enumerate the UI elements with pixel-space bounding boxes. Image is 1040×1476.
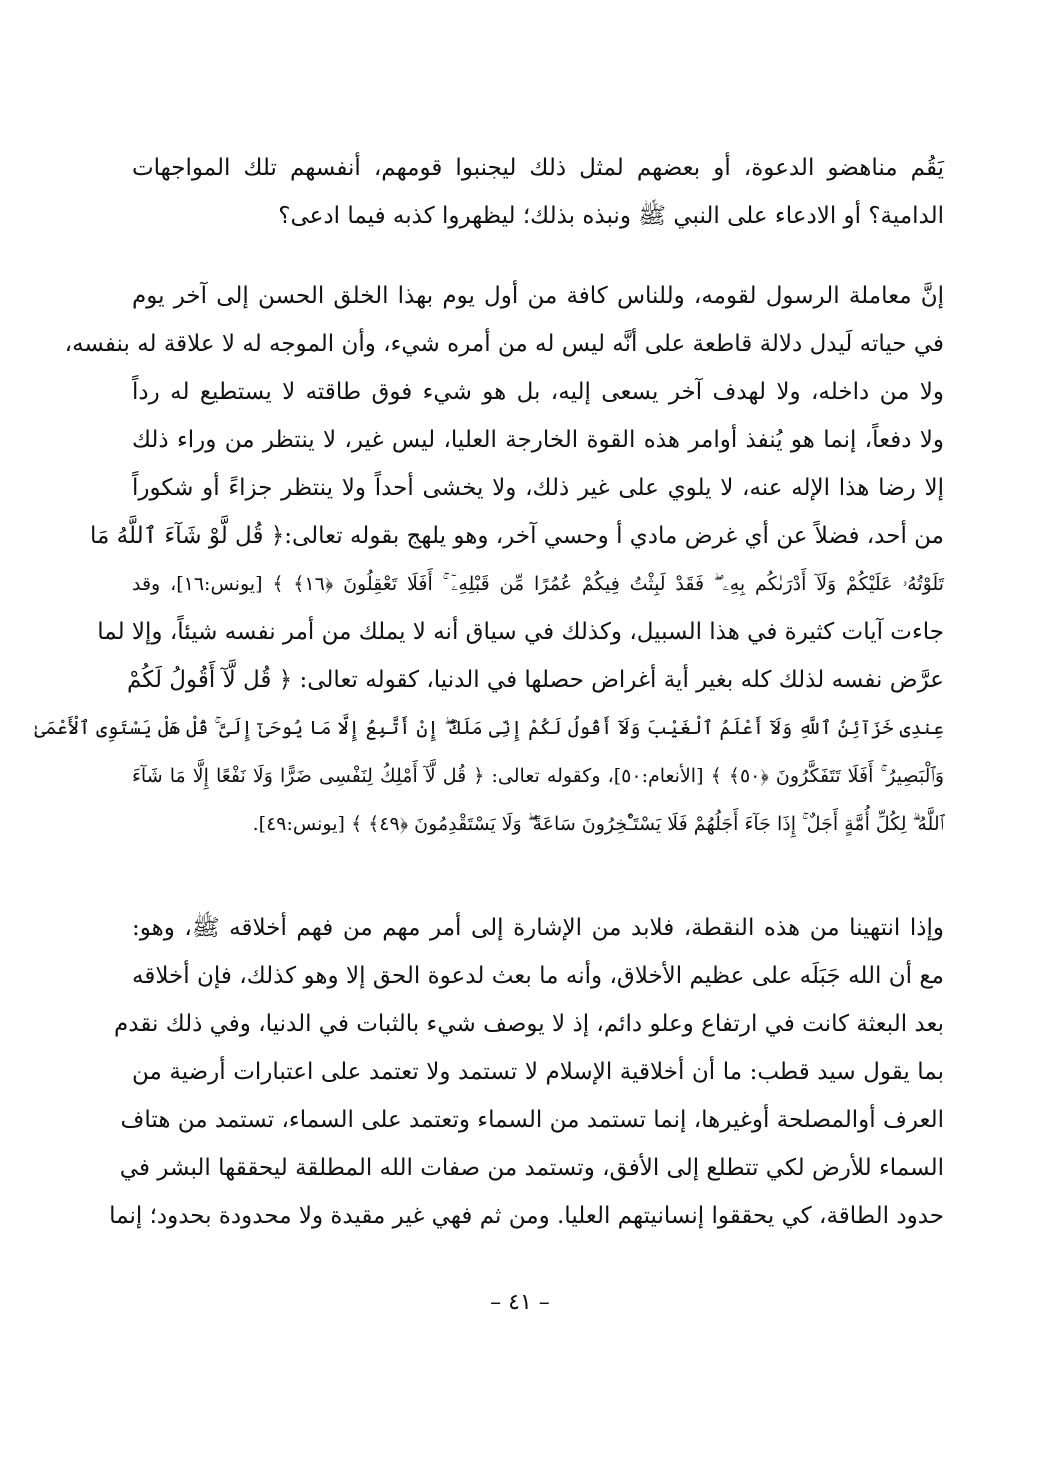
paragraph-line: من أحد، فضلاً عن أي غرض مادي أ وحسي آخر، وهو يلهج بقوله تعالى:﴿ قُل لَّوْ شَآءَ ٱللَّهُ مَا <box>90 523 944 549</box>
paragraph-line: بما يقول سيد قطب: ما أن أخلاقية الإسلام لا تستمد ولا تعتمد على اعتبارات أرضية من <box>132 1059 944 1085</box>
quran-verse-line: وَٱلْبَصِيرُ ۚ أَفَلَا تَتَفَكَّرُونَ ﴿٥٠﴾ ﴾ [الأنعام:٥٠]، وكقوله تعالى: ﴿ قُل لَّآ أَمْلِكُ لِنَفْسِى ضَرًّا وَلَا نَفْعًا إِلَّا مَا شَآءَ <box>132 765 945 787</box>
paragraph-line: يَقُم مناهضو الدعوة، أو بعضهم لمثل ذلك ليجنبوا قومهم، أنفسهم تلك المواجهات <box>132 155 944 181</box>
paragraph-line: ولا من داخله، ولا لهدف آخر يسعى إليه، بل هو شيء فوق طاقته لا يستطيع له رداً <box>132 379 944 405</box>
quran-verse-line: تَلَوْتُهُۥ عَلَيْكُمْ وَلَآ أَدْرَىٰكُم بِهِۦ ۖ فَقَدْ لَبِثْتُ فِيكُمْ عُمُرًا مِّن قَبْلِهِۦٓ ۚ أَفَلَا تَعْقِلُونَ ﴿١٦﴾ ﴾ [يونس:١٦]، وقد <box>132 573 944 595</box>
quran-verse-line: عِندِى خَزَآئِنُ ٱللَّهِ وَلَآ أَعْلَمُ ٱلْغَيْبَ وَلَآ أَقُولُ لَكُمْ إِنِّى مَلَكٌ ۖ إِنْ أَتَّبِعُ إِلَّا مَا يُوحَىٰٓ إِلَىَّ ۚ قُلْ هَلْ يَسْتَوِى ٱلْأَعْمَىٰ <box>34 717 944 739</box>
paragraph-3 <box>109 904 944 1240</box>
paragraph-1 <box>132 144 944 240</box>
paragraph-line: الدامية؟ أو الادعاء على النبي ﷺ ونبذه بذلك؛ ليظهروا كذبه فيما ادعى؟ <box>278 203 944 229</box>
paragraph-line: العرف أوالمصلحة أوغيرها، إنما تستمد من السماء وتعتمد على السماء، تستمد من هتاف <box>120 1107 944 1133</box>
paragraph-line: السماء للأرض لكي تتطلع إلى الأفق، وتستمد من صفات الله المطلقة ليحققها البشر في <box>119 1155 944 1181</box>
paragraph-line: وإذا انتهينا من هذه النقطة، فلابد من الإشارة إلى أمر مهم من فهم أخلاقه ﷺ، وهو: <box>132 915 944 941</box>
paragraph-2 <box>34 272 945 848</box>
paragraph-line: في حياته لَيدل دلالة قاطعة على أنَّه ليس له من أمره شيء، وأن الموجه له لا علاقة له بنفسه، <box>64 331 944 357</box>
paragraph-line: ولا دفعاً، إنما هو يُنفذ أوامر هذه القوة الخارجة العليا، ليس غير، لا ينتظر من وراء ذلك <box>132 427 944 453</box>
paragraph-line: مع أن الله جَبَلَه على عظيم الأخلاق، وأنه ما بعث لدعوة الحق إلا وهو كذلك، فإن أخلاقه <box>132 963 944 989</box>
paragraph-line: جاءت آيات كثيرة في هذا السبيل، وكذلك في سياق أنه لا يملك من أمر نفسه شيئاً، وإلا لما <box>97 619 944 645</box>
paragraph-line: حدود الطاقة، كي يحققوا إنسانيتهم العليا. ومن ثم فهي غير مقيدة ولا محدودة بحدود؛ إنما <box>109 1203 944 1229</box>
paragraph-line: إنَّ معاملة الرسول لقومه، وللناس كافة من أول يوم بهذا الخلق الحسن إلى آخر يوم <box>132 283 944 309</box>
paragraph-line: إلا رضا هذا الإله عنه، لا يلوي على غير ذلك، ولا يخشى أحداً ولا ينتظر جزاءً أو شكوراً <box>132 475 944 501</box>
paragraph-line: عرَّض نفسه لذلك كله بغير أية أغراض حصلها في الدنيا، كقوله تعالى: ﴿ قُل لَّآ أَقُولُ لَكُمْ <box>126 667 944 693</box>
paragraph-line: بعد البعثة كانت في ارتفاع وعلو دائم، إذ لا يوصف شيء بالثبات في الدنيا، وفي ذلك نقدم <box>114 1011 944 1037</box>
page-number: – ٤١ – <box>490 1290 550 1315</box>
quran-verse-line: ٱللَّهُ ۗ لِكُلِّ أُمَّةٍ أَجَلٌ ۚ إِذَا جَآءَ أَجَلُهُمْ فَلَا يَسْتَـْٔخِرُونَ سَاعَةً ۖ وَلَا يَسْتَقْدِمُونَ ﴿٤٩﴾ ﴾ [يونس:٤٩]. <box>252 813 944 835</box>
